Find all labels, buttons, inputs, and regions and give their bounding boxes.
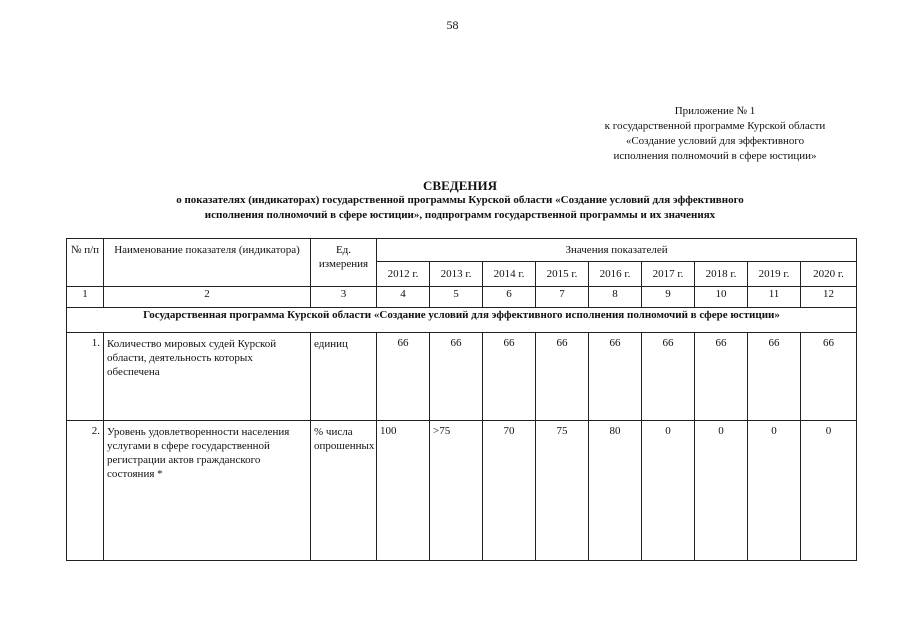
section-title: Государственная программа Курской области «Создание условий для эффективного исполнения полномочий в сфере юстиции» [67,308,857,333]
column-number: 10 [695,287,748,308]
appendix-line: Приложение № 1 [674,105,756,117]
row-value: 75 [536,421,589,561]
document-heading [60,178,860,223]
header-row [67,239,857,262]
page-number: 58 [446,18,459,32]
row-value: 66 [430,333,483,421]
row-value: 0 [695,421,748,561]
row-value: 66 [642,333,695,421]
appendix-line: исполнения полномочий в сфере юстиции» [613,150,817,162]
column-number: 6 [483,287,536,308]
column-number: 7 [536,287,589,308]
row-value: 70 [483,421,536,561]
column-number: 4 [377,287,430,308]
row-indicator-name: Количество мировых судей Курской области, деятельность которых обеспечена [104,333,311,421]
year-header: 2020 г. [801,262,857,287]
appendix-line: «Создание условий для эффективного [625,135,805,147]
row-value: 66 [801,333,857,421]
row-value: 66 [377,333,430,421]
year-header: 2014 г. [483,262,536,287]
column-number: 12 [801,287,857,308]
row-indicator-name: Уровень удовлетворенности населения услугами в сфере государственной регистрации актов гражданского состояния * [104,421,311,561]
year-header: 2012 г. [377,262,430,287]
row-value: >75 [430,421,483,561]
row-value: 66 [536,333,589,421]
row-unit: единиц [311,333,377,421]
row-value: 66 [483,333,536,421]
column-number: 2 [104,287,311,308]
row-value: 66 [589,333,642,421]
section-row [67,308,857,333]
document-title: СВЕДЕНИЯ [423,178,497,193]
row-value: 0 [642,421,695,561]
column-number: 3 [311,287,377,308]
row-value: 66 [748,333,801,421]
indicators-table [66,238,857,561]
year-header: 2017 г. [642,262,695,287]
document-subtitle-line: о показателях (индикаторах) государственной программы Курской области «Создание условий для эффективного [176,194,744,206]
header-values: Значения показателей [377,239,857,262]
column-number: 9 [642,287,695,308]
column-number: 8 [589,287,642,308]
row-value: 80 [589,421,642,561]
document-subtitle-line: исполнения полномочий в сфере юстиции», подпрограмм государственной программы и их значениях [204,209,716,221]
row-value: 0 [801,421,857,561]
row-value: 0 [748,421,801,561]
column-number: 5 [430,287,483,308]
column-number: 1 [67,287,104,308]
year-header: 2015 г. [536,262,589,287]
year-header: 2013 г. [430,262,483,287]
year-header: 2019 г. [748,262,801,287]
column-number: 11 [748,287,801,308]
row-value: 66 [695,333,748,421]
header-unit: Ед. измерения [311,239,377,287]
table-row [67,333,857,421]
row-unit: % числа опрошенных [311,421,377,561]
header-name: Наименование показателя (индикатора) [104,239,311,287]
year-header: 2016 г. [589,262,642,287]
appendix-note [560,104,870,164]
row-num: 1. [67,333,104,421]
row-num: 2. [67,421,104,561]
appendix-line: к государственной программе Курской области [604,120,826,132]
year-header: 2018 г. [695,262,748,287]
column-number-row [67,287,857,308]
row-value: 100 [377,421,430,561]
table-row [67,421,857,561]
header-num: № п/п [67,239,104,287]
